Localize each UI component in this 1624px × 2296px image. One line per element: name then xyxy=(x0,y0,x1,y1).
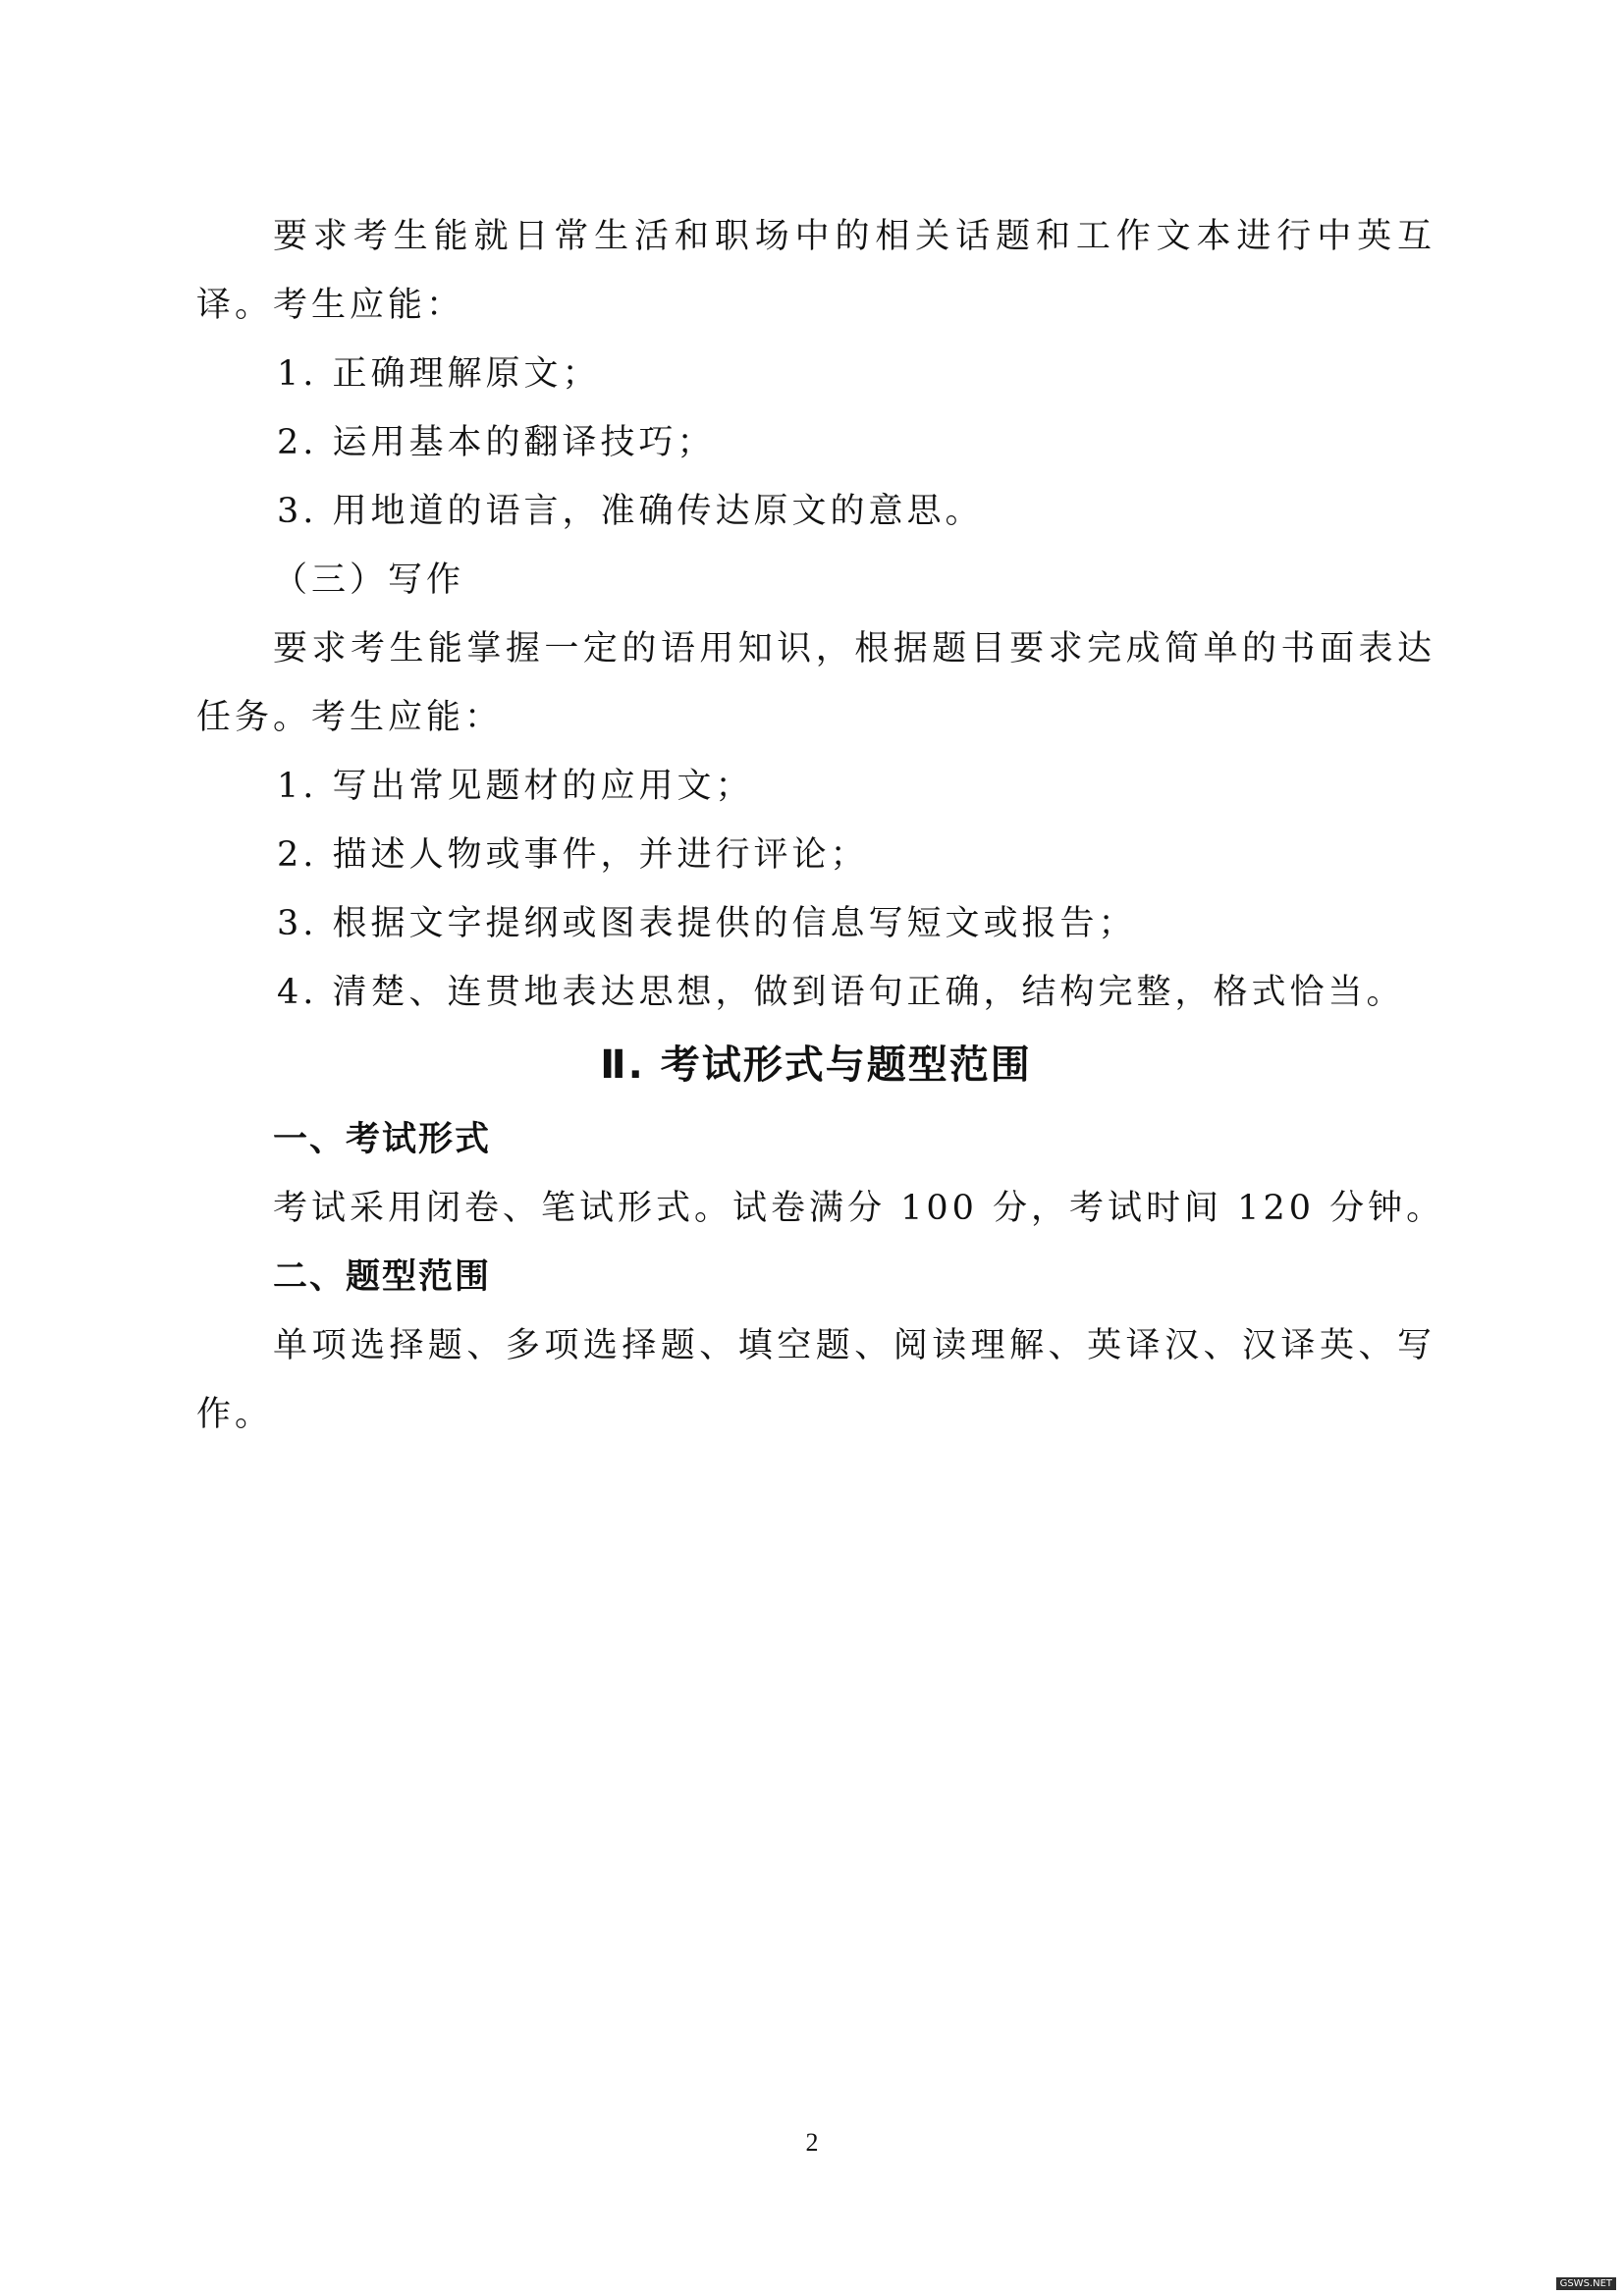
writing-intro-line1: 要求考生能掌握一定的语用知识，根据题目要求完成简单的书面表达 xyxy=(273,629,1435,668)
writing-heading: （三）写作 xyxy=(273,561,465,600)
writing-intro-line2: 任务。考生应能： xyxy=(196,698,504,737)
translation-intro-line2: 译。考生应能： xyxy=(196,286,465,325)
translation-item-2: 2. 运用基本的翻译技巧； xyxy=(277,423,716,462)
exam-form-text: 考试采用闭卷、笔试形式。试卷满分 100 分，考试时间 120 分钟。 xyxy=(273,1189,1445,1228)
section-title: Ⅱ. 考试形式与题型范围 xyxy=(600,1042,1032,1088)
question-types-line2: 作。 xyxy=(196,1395,274,1434)
watermark: GSWS.NET xyxy=(1556,2277,1616,2290)
page-number: 2 xyxy=(805,2128,819,2157)
question-types-line1: 单项选择题、多项选择题、填空题、阅读理解、英译汉、汉译英、写 xyxy=(273,1326,1435,1365)
writing-item-4: 4. 清楚、连贯地表达思想，做到语句正确，结构完整，格式恰当。 xyxy=(277,973,1405,1012)
translation-item-1: 1. 正确理解原文； xyxy=(277,354,601,394)
body-text xyxy=(196,202,1445,1449)
writing-item-3: 3. 根据文字提纲或图表提供的信息写短文或报告； xyxy=(277,904,1137,943)
exam-form-heading: 一、考试形式 xyxy=(273,1120,492,1159)
translation-intro-line1: 要求考生能就日常生活和职场中的相关话题和工作文本进行中英互 xyxy=(273,217,1435,256)
writing-item-1: 1. 写出常见题材的应用文； xyxy=(277,767,754,806)
question-types-heading: 二、题型范围 xyxy=(273,1257,492,1297)
writing-item-2: 2. 描述人物或事件，并进行评论； xyxy=(277,835,869,875)
translation-item-3: 3. 用地道的语言，准确传达原文的意思。 xyxy=(277,492,984,531)
